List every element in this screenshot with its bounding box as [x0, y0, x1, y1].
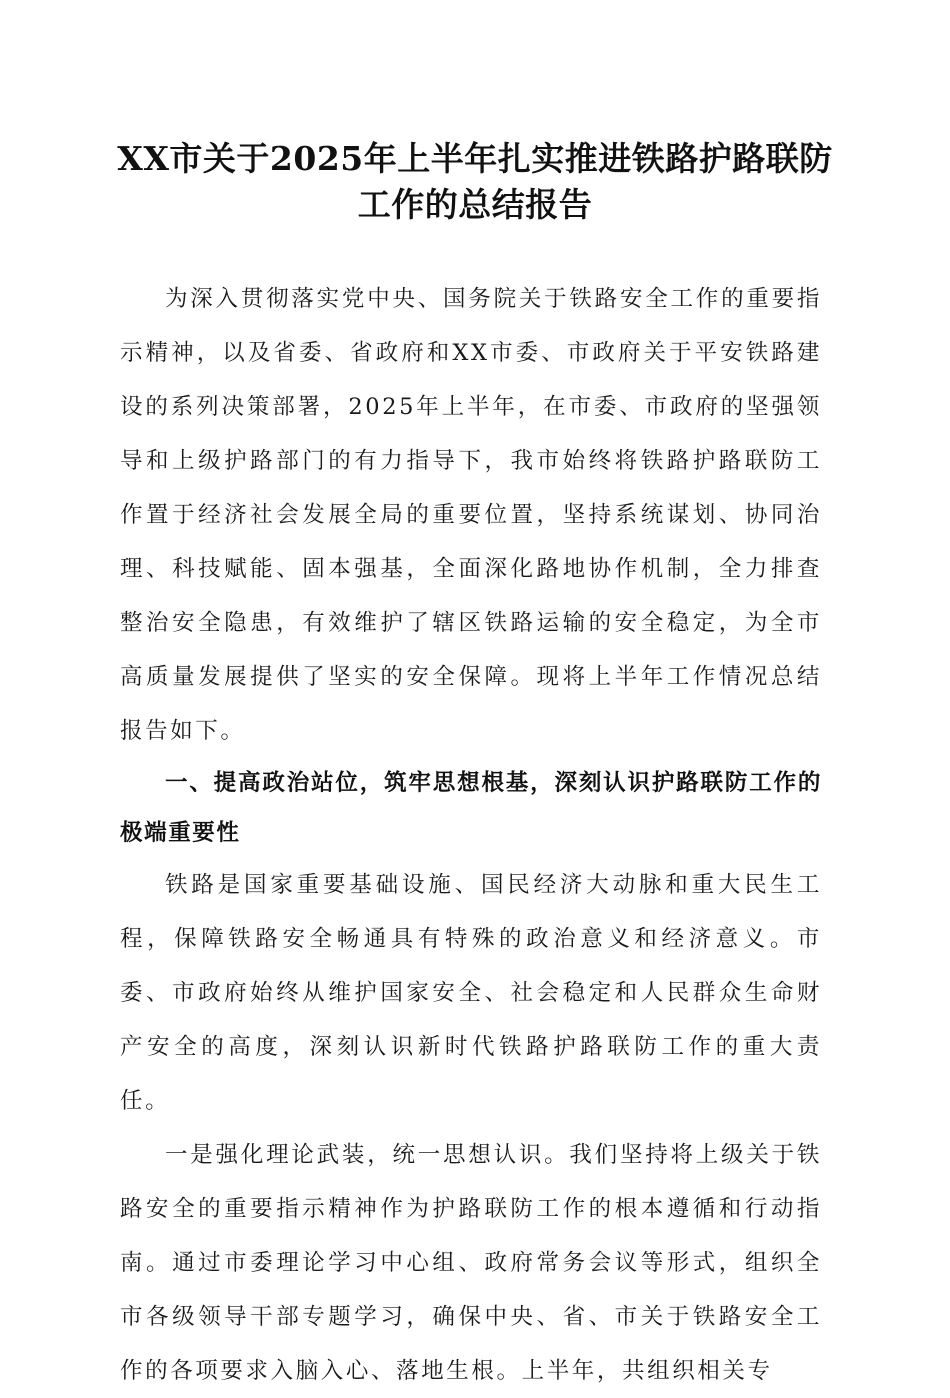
- intro-paragraph: 为深入贯彻落实党中央、国务院关于铁路安全工作的重要指示精神，以及省委、省政府和XX市委、市政府关于平安铁路建设的系列决策部署，2025年上半年，在市委、市政府的坚强领导和上级护路部门的有力指导下，我市始终将铁路护路联防工作置于经济社会发展全局的重要位置，坚持系统谋划、协同治理、科技赋能、固本强基，全面深化路地协作机制，全力排查整治安全隐患，有效维护了辖区铁路运输的安全稳定，为全市高质量发展提供了坚实的安全保障。现将上半年工作情况总结报告如下。: [120, 286, 822, 744]
- point-1-paragraph: [120, 1128, 822, 1398]
- document-title: XX市关于2025年上半年扎实推进铁路护路联防工作的总结报告: [117, 139, 833, 224]
- section-1-paragraph: 铁路是国家重要基础设施、国民经济大动脉和重大民生工程，保障铁路安全畅通具有特殊的政治意义和经济意义。市委、市政府始终从维护国家安全、社会稳定和人民群众生命财产安全的高度，深刻认识新时代铁路护路联防工作的重大责任。: [120, 872, 822, 1114]
- point-1-lead: 一是强化理论武装，统一思想认识。: [165, 1142, 570, 1168]
- document-body: [120, 272, 822, 1398]
- section-heading-1: 一、提高政治站位，筑牢思想根基，深刻认识护路联防工作的极端重要性: [120, 770, 822, 846]
- point-1-text: 我们坚持将上级关于铁路安全的重要指示精神作为护路联防工作的根本遵循和行动指南。通过市委理论学习中心组、政府常务会议等形式，组织全市各级领导干部专题学习，确保中央、省、市关于铁路安全工作的各项要求入脑入心、落地生根。上半年，共组织相关专: [120, 1142, 822, 1384]
